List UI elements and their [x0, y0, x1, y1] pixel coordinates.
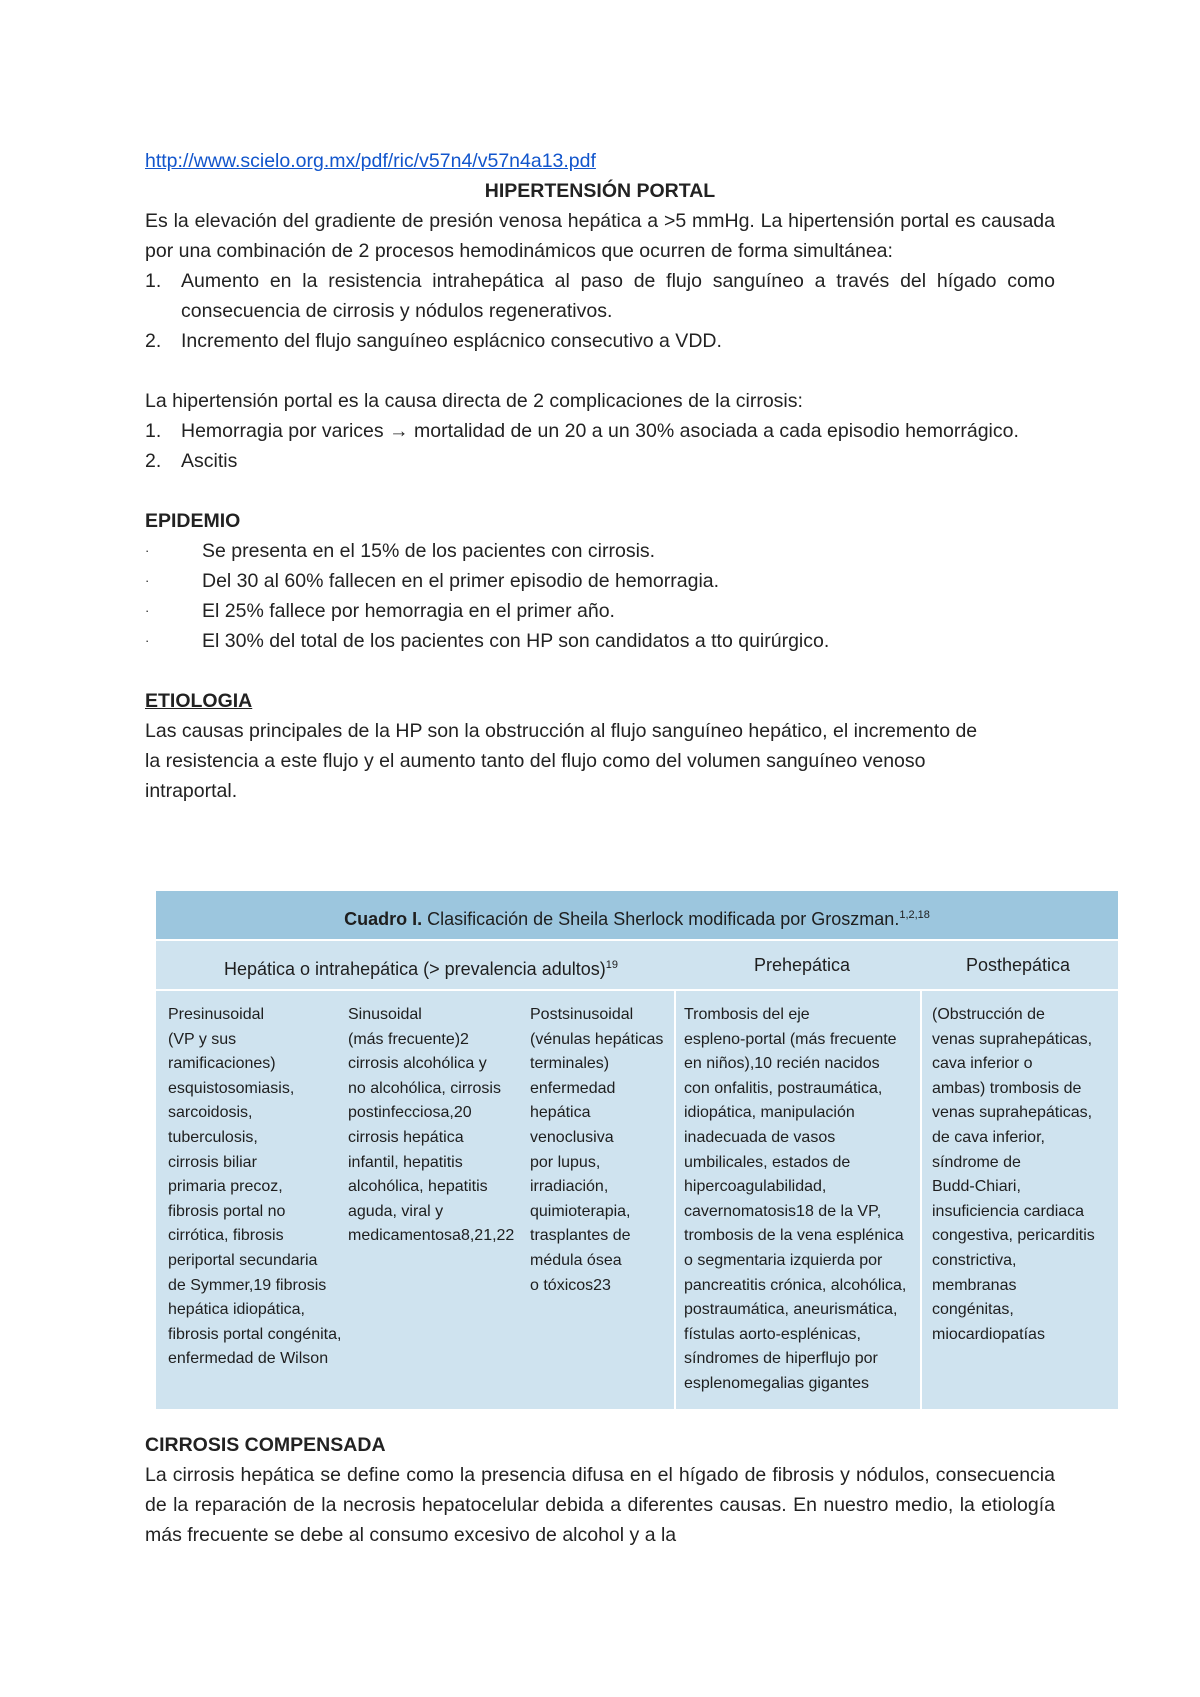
list-item [145, 566, 1055, 596]
header-text: Posthepática [965, 955, 1071, 975]
list-number: 2. [145, 450, 162, 472]
list-text: El 25% fallece por hemorragia en el primer año. [202, 600, 615, 622]
list-item [145, 326, 1055, 356]
header-ref: 19 [605, 959, 618, 971]
list-item [145, 596, 1055, 626]
list-number: 1. [145, 270, 162, 292]
list-text: Incremento del flujo sanguíneo esplácnico consecutivo a VDD. [181, 330, 722, 352]
list-item [145, 446, 1055, 476]
list-number: 2. [145, 330, 162, 352]
cirrosis-paragraph: La cirrosis hepática se define como la presencia difusa en el hígado de fibrosis y nódulos, consecuencia de la reparación de la necrosis hepatocelular debida a diferentes causas. En nuestro medio, la etiología más frecuente se debe al consumo excesivo de alcohol y a la [145, 1464, 1055, 1546]
list-text: Del 30 al 60% fallecen en el primer episodio de hemorragia. [202, 570, 720, 592]
column-divider [674, 991, 676, 1409]
table-body [156, 991, 1118, 1409]
document-page [145, 146, 1055, 806]
bullet-icon: · [145, 573, 150, 588]
list-number: 1. [145, 420, 162, 442]
bullet-icon: · [145, 543, 150, 558]
column-prehepatica: Trombosis del eje espleno-portal (más frecuente en niños),10 recién nacidos con onfalitis, postraumática, idiopática, manipulación inadecuada de vasos umbilicales, estados de hipercoagulabilidad, cavernomatosis18 de la VP, trombosis de la vena esplénica o segmentaria izquierda por pancreatitis crónica, alcohólica, postraumática, aneurismática, fístulas aorto-esplénicas, síndromes de hiperflujo por esplenomegalias gigantes [684, 1006, 907, 1392]
header-text: Hepática o intrahepática (> prevalencia adultos) [224, 959, 606, 979]
caption-refs: 1,2,18 [899, 909, 930, 921]
column-postsinusoidal: Postsinusoidal (vénulas hepáticas terminales) enfermedad hepática venoclusiva por lupus, irradiación, quimioterapia, trasplantes de médula ósea o tóxicos23 [530, 1006, 664, 1294]
epidemio-heading: EPIDEMIO [145, 510, 241, 532]
list-item [145, 536, 1055, 566]
table-header-row [156, 941, 1118, 991]
list-item [145, 266, 1055, 326]
list-text: Aumento en la resistencia intrahepática al paso de flujo sanguíneo a través del hígado como consecuencia de cirrosis y nódulos regenerativos. [181, 270, 1055, 322]
intro-list [145, 266, 1055, 356]
etiologia-heading: ETIOLOGIA [145, 690, 253, 712]
list-item [145, 416, 1055, 446]
list-text: El 30% del total de los pacientes con HP son candidatos a tto quirúrgico. [202, 630, 830, 652]
column-sinusoidal: Sinusoidal (más frecuente)2 cirrosis alcohólica y no alcohólica, cirrosis postinfecciosa,20 cirrosis hepática infantil, hepatitis alcohólica, hepatitis aguda, viral y medicamentosa8,21,22 [348, 1006, 515, 1245]
header-prehepatica [686, 941, 918, 989]
intro-paragraph: Es la elevación del gradiente de presión venosa hepática a >5 mmHg. La hipertensión portal es causada por una combinación de 2 procesos hemodinámicos que ocurren de forma simultánea: [145, 210, 1055, 262]
list-item [145, 626, 1055, 656]
classification-table-figure [156, 891, 1118, 1409]
column-posthepatica: (Obstrucción de venas suprahepáticas, cava inferior o ambas) trombosis de venas suprahepáticas, de cava inferior, síndrome de Budd-Chiari, insuficiencia cardiaca congestiva, pericarditis constrictiva, membranas congénitas, miocardiopatías [932, 1006, 1095, 1343]
cirrosis-heading: CIRROSIS COMPENSADA [145, 1434, 386, 1456]
column-presinusoidal: Presinusoidal (VP y sus ramificaciones) esquistosomiasis, sarcoidosis, tuberculosis, cirrosis biliar primaria precoz, fibrosis portal no cirrótica, fibrosis periportal secundaria de Symmer,19 fibrosis hepática idiopática, fibrosis portal congénita, enfermedad de Wilson [168, 1006, 342, 1368]
column-divider [920, 991, 922, 1409]
complications-intro: La hipertensión portal es la causa directa de 2 complicaciones de la cirrosis: [145, 390, 803, 412]
header-text: Prehepática [753, 955, 851, 975]
list-text: Hemorragia por varices → mortalidad de un 20 a un 30% asociada a cada episodio hemorrágico. [181, 420, 1019, 442]
bullet-icon: · [145, 603, 150, 618]
table-caption [156, 891, 1118, 941]
bullet-icon: · [145, 633, 150, 648]
header-posthepatica [918, 941, 1118, 989]
complications-list [145, 416, 1055, 476]
header-hepatica [156, 941, 686, 989]
epidemio-list [145, 536, 1055, 656]
caption-label: Cuadro I. [344, 909, 423, 929]
caption-text: Clasificación de Sheila Sherlock modificada por Groszman. [422, 909, 900, 929]
etiologia-paragraph: Las causas principales de la HP son la obstrucción al flujo sanguíneo hepático, el incremento de la resistencia a este flujo y el aumento tanto del flujo como del volumen sanguíneo venoso intraportal. [145, 720, 978, 802]
document-page-continued [145, 1430, 1055, 1550]
list-text: Se presenta en el 15% de los pacientes con cirrosis. [202, 540, 656, 562]
page-title: HIPERTENSIÓN PORTAL [484, 180, 716, 202]
source-link[interactable]: http://www.scielo.org.mx/pdf/ric/v57n4/v57n4a13.pdf [145, 150, 596, 172]
list-text: Ascitis [181, 450, 238, 472]
